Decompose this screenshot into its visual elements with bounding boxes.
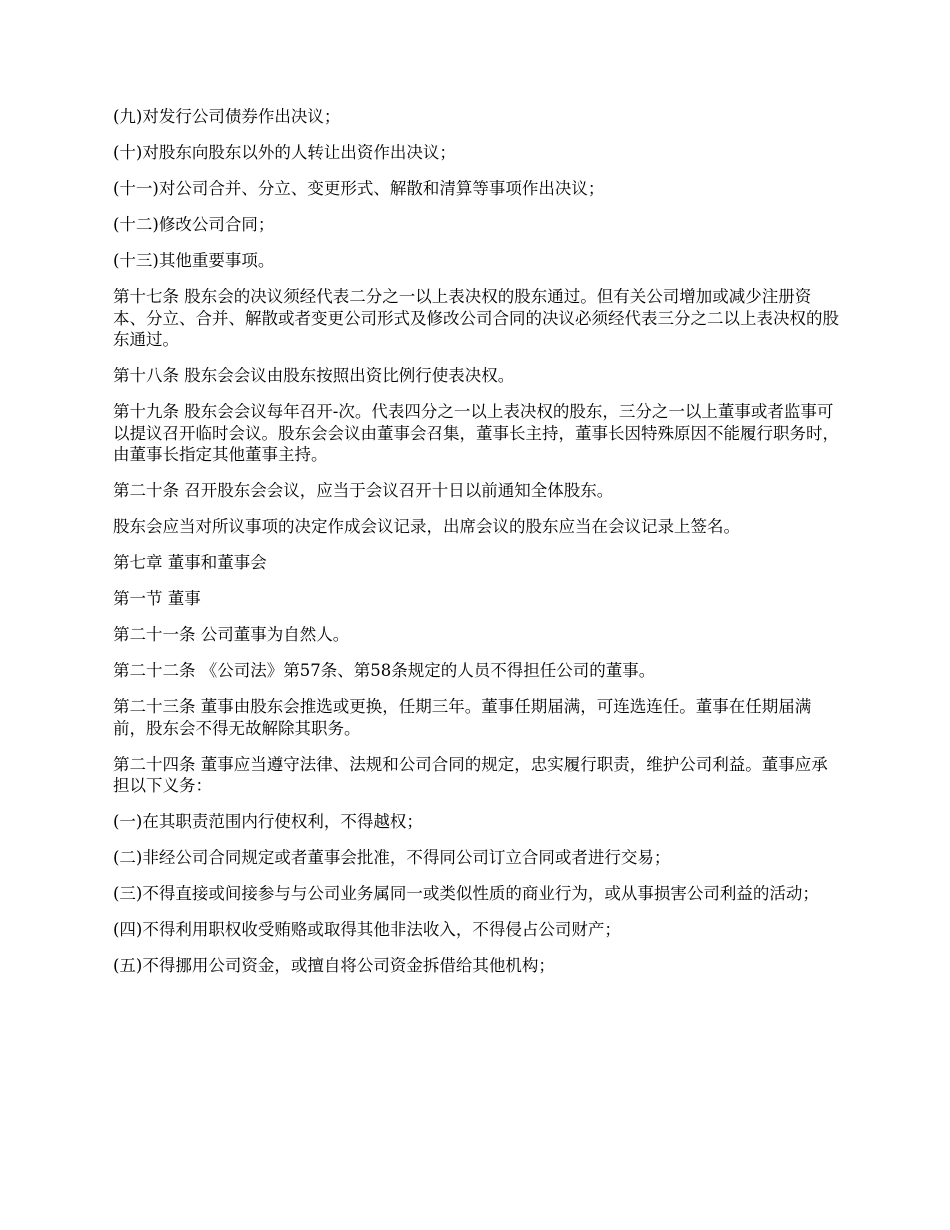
duty-4: (四)不得利用职权收受贿赂或取得其他非法收入，不得侵占公司财产； <box>113 920 621 939</box>
duty-5: (五)不得挪用公司资金，或擅自将公司资金拆借给其他机构； <box>113 956 555 975</box>
clause-11: (十一)对公司合并、分立、变更形式、解散和清算等事项作出决议； <box>113 179 605 198</box>
duty-1: (一)在其职责范围内行使权利，不得越权； <box>113 812 423 831</box>
article-18: 第十八条 股东会会议由股东按照出资比例行使表决权。 <box>113 366 515 385</box>
article-19: 第十九条 股东会会议每年召开-次。代表四分之一以上表决权的股东，三分之一以上董事或者监事可以提议召开临时会议。股东会会议由董事会召集，董事长主持，董事长因特殊原因不能履行职务时，由董事长指定其他董事主持。 <box>113 402 839 464</box>
clause-9: (九)对发行公司债券作出决议； <box>113 107 341 126</box>
article-21: 第二十一条 公司董事为自然人。 <box>113 625 350 644</box>
document-body <box>113 106 839 991</box>
meeting-minutes-paragraph: 股东会应当对所议事项的决定作成会议记录，出席会议的股东应当在会议记录上签名。 <box>113 517 740 536</box>
duty-3: (三)不得直接或间接参与与公司业务属同一或类似性质的商业行为，或从事损害公司利益的活动； <box>113 884 819 903</box>
clause-13: (十三)其他重要事项。 <box>113 251 275 270</box>
article-17: 第十七条 股东会的决议须经代表二分之一以上表决权的股东通过。但有关公司增加或减少注册资本、分立、合并、解散或者变更公司形式及修改公司合同的决议必须经代表三分之二以上表决权的股东通过。 <box>113 287 839 349</box>
article-22: 第二十二条 《公司法》第57条、第58条规定的人员不得担任公司的董事。 <box>113 661 656 680</box>
chapter-heading: 第七章 董事和董事会 <box>113 553 267 572</box>
article-23: 第二十三条 董事由股东会推选或更换，任期三年。董事任期届满，可连选连任。董事在任期届满前，股东会不得无故解除其职务。 <box>113 697 812 738</box>
clause-12: (十二)修改公司合同； <box>113 215 275 234</box>
clause-10: (十)对股东向股东以外的人转让出资作出决议； <box>113 143 456 162</box>
article-20: 第二十条 召开股东会会议，应当于会议召开十日以前通知全体股东。 <box>113 481 614 500</box>
section-heading: 第一节 董事 <box>113 589 201 608</box>
duty-2: (二)非经公司合同规定或者董事会批准，不得同公司订立合同或者进行交易； <box>113 848 671 867</box>
article-24: 第二十四条 董事应当遵守法律、法规和公司合同的规定，忠实履行职责，维护公司利益。董事应承担以下义务： <box>113 754 828 795</box>
